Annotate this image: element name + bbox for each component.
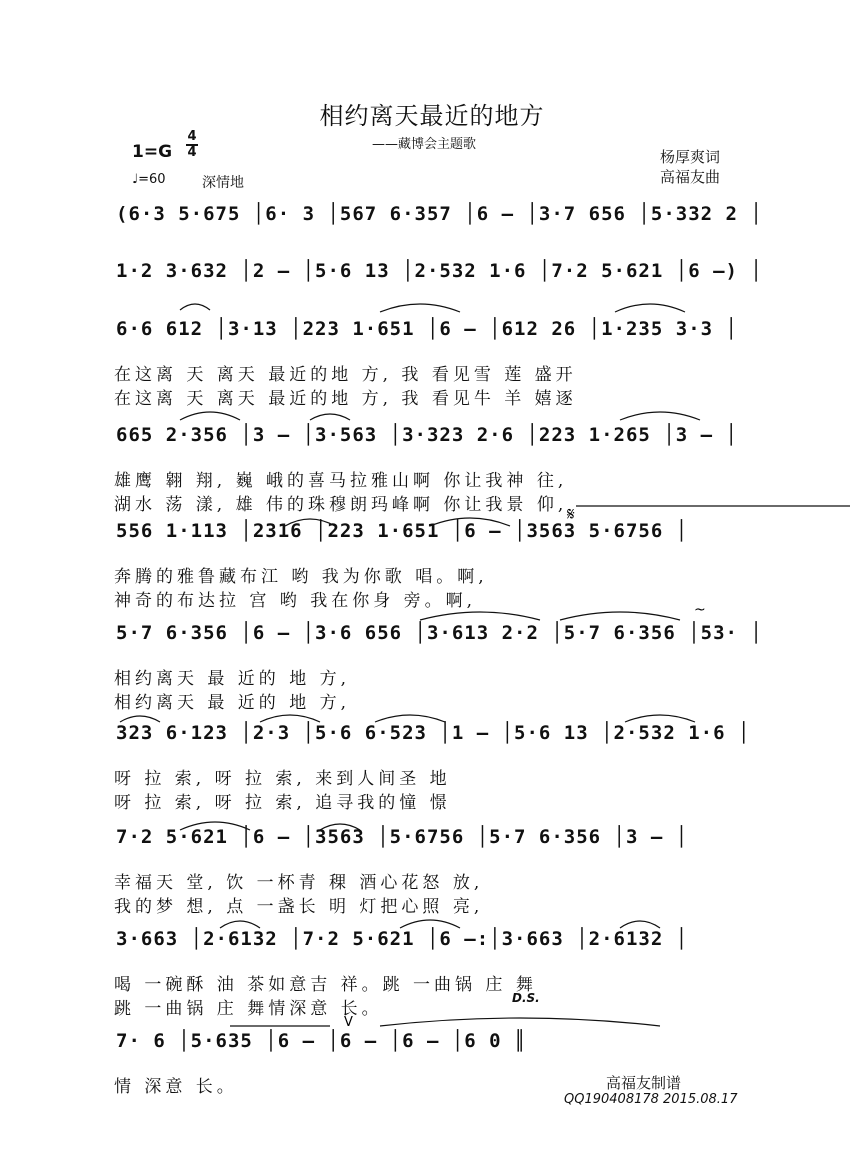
time-signature <box>186 130 198 160</box>
notation-row-6: 5·7 6·356 │6 – │3·6 656 │3·613 2·2 │5·7 6·356 │53· │ <box>116 622 763 644</box>
lyric-line-5-1: 奔腾的雅鲁藏布江 哟 我为你歌 唱。啊, <box>114 567 488 587</box>
lyric-line-6-2: 相约离天 最 近的 地 方, <box>114 693 351 713</box>
ds-mark: D.S. <box>512 991 540 1005</box>
lyric-line-10-1: 情 深意 长。 <box>114 1077 238 1097</box>
svg-text:~: ~ <box>694 602 706 618</box>
lyric-line-9-1: 喝 一碗酥 油 茶如意吉 祥。跳 一曲锅 庄 舞 <box>114 975 537 995</box>
expression-mark: 深情地 <box>202 175 244 191</box>
notation-row-7: 323 6·123 │2·3 │5·6 6·523 │1 – │5·6 13 │2·532 1·6 │ <box>116 722 751 744</box>
composer: 高福友曲 <box>660 168 721 186</box>
engraver-credit: 高福友制谱 <box>606 1074 682 1092</box>
song-title: 相约离天最近的地方 <box>319 102 545 130</box>
lyric-line-5-2: 神奇的布达拉 宫 哟 我在你身 旁。啊, <box>114 591 477 611</box>
lyricist: 杨厚爽词 <box>660 148 721 166</box>
lyric-line-8-1: 幸福天 堂, 饮 一杯青 稞 酒心花怒 放, <box>114 873 484 893</box>
lyric-line-9-2: 跳 一曲锅 庄 舞情深意 长。 <box>114 999 383 1019</box>
lyric-line-3-2: 在这离 天 离天 最近的地 方, 我 看见牛 羊 嬉逐 <box>114 389 577 409</box>
svg-text:V: V <box>344 1015 353 1030</box>
notation-row-2: 1·2 3·632 │2 – │5·6 13 │2·532 1·6 │7·2 5·621 │6 –) │ <box>116 260 763 282</box>
lyric-line-3-1: 在这离 天 离天 最近的地 方, 我 看见雪 莲 盛开 <box>114 365 577 385</box>
notation-row-3: 6·6 612 │3·13 │223 1·651 │6 – │612 26 │1·235 3·3 │ <box>116 318 738 340</box>
notation-row-8: 7·2 5·621 │6 – │3563 │5·6756 │5·7 6·356 │3 – │ <box>116 826 689 848</box>
lyric-line-6-1: 相约离天 最 近的 地 方, <box>114 669 351 689</box>
lyric-line-4-1: 雄鹰 翱 翔, 巍 峨的喜马拉雅山啊 你让我神 往, <box>114 471 568 491</box>
key-signature: 1=G <box>132 142 173 162</box>
meter-bottom: 4 <box>187 145 197 160</box>
lyric-line-8-2: 我的梦 想, 点 一盏长 明 灯把心照 亮, <box>114 897 484 917</box>
notation-row-10: 7· 6 │5·635 │6 – │6 – │6 – │6 0 ║ <box>116 1030 527 1052</box>
tempo-mark: ♩=60 <box>132 172 166 187</box>
svg-text:𝄋: 𝄋 <box>567 504 575 525</box>
notation-row-9: 3·663 │2·6132 │7·2 5·621 │6 –:│3·663 │2·6132 │ <box>116 928 689 950</box>
song-subtitle: ——藏博会主题歌 <box>372 137 477 152</box>
notation-row-5: 556 1·113 │2316 │223 1·651 │6 – │3563 5·6756 │ <box>116 520 689 542</box>
meter-top: 4 <box>187 129 197 144</box>
notation-row-4: 665 2·356 │3 – │3·563 │3·323 2·6 │223 1·265 │3 – │ <box>116 424 738 446</box>
lyric-line-7-2: 呀 拉 索, 呀 拉 索, 追寻我的憧 憬 <box>114 793 451 813</box>
contact-date: QQ190408178 2015.08.17 <box>564 1092 738 1107</box>
lyric-line-4-2: 湖水 荡 漾, 雄 伟的珠穆朗玛峰啊 你让我景 仰, <box>114 495 568 515</box>
lyric-line-7-1: 呀 拉 索, 呀 拉 索, 来到人间圣 地 <box>114 769 451 789</box>
notation-row-1: (6·3 5·675 │6· 3 │567 6·357 │6 – │3·7 656 │5·332 2 │ <box>116 203 763 225</box>
